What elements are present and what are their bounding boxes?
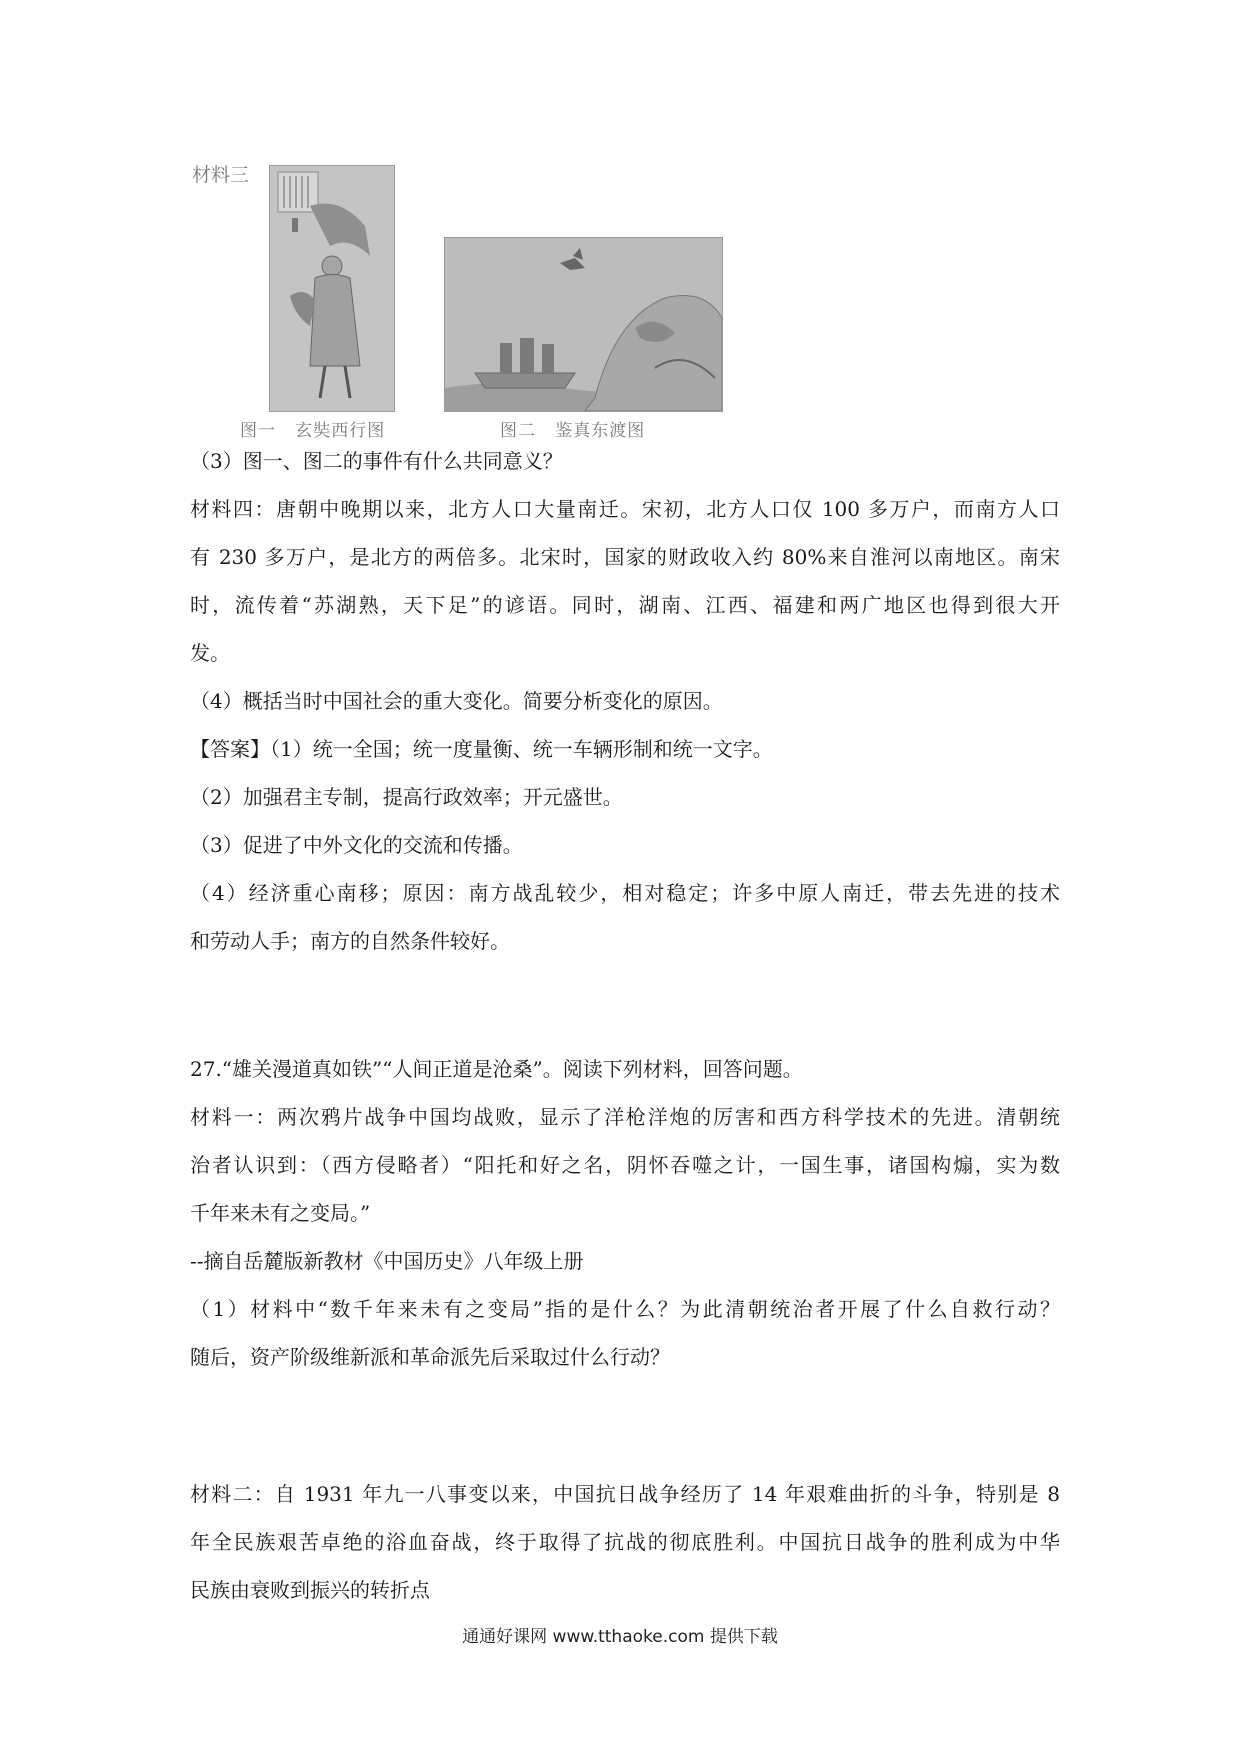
material-4-line: 发。: [190, 641, 230, 665]
material-1-line: 治者认识到：（西方侵略者）“阳托和好之名，阴怀吞噬之计，一国生事，诸国构煽，实为数: [190, 1153, 1060, 1177]
question-26-block: [190, 437, 1060, 965]
material-2-line: 年全民族艰苦卓绝的浴血奋战，终于取得了抗战的彻底胜利。中国抗日战争的胜利成为中华: [190, 1530, 1060, 1554]
question-3: （3）图一、图二的事件有什么共同意义？: [190, 449, 563, 473]
xuanzang-journey-west-image: [269, 165, 395, 412]
material-2-line: 材料二：自 1931 年九一八事变以来，中国抗日战争经历了 14 年艰难曲折的斗争，特别是 8: [190, 1482, 1060, 1506]
jianzhen-voyage-east-image: [444, 237, 723, 412]
answer-line: （3）促进了中外文化的交流和传播。: [190, 833, 523, 857]
question-1-line: （1）材料中“数千年来未有之变局”指的是什么？为此清朝统治者开展了什么自救行动？: [190, 1297, 1060, 1321]
answer-line: 和劳动人手；南方的自然条件较好。: [190, 929, 510, 953]
material-4-line: 有 230 多万户，是北方的两倍多。北宋时，国家的财政收入约 80%来自淮河以南地区。南宋: [190, 545, 1060, 569]
material-1-source: --摘自岳麓版新教材《中国历史》八年级上册: [190, 1249, 584, 1273]
material-2-line: 民族由衰败到振兴的转折点: [190, 1578, 430, 1602]
material-2-block: [190, 1470, 1060, 1614]
material-3-label: 材料三: [192, 164, 250, 186]
material-1-line: 千年来未有之变局。”: [190, 1201, 371, 1225]
material-4-line: 材料四：唐朝中晚期以来，北方人口大量南迁。宋初，北方人口仅 100 多万户，而南方人口: [190, 497, 1060, 521]
question-27-block: [190, 1045, 1060, 1381]
question-27-title: 27.“雄关漫道真如铁”“人间正道是沧桑”。阅读下列材料，回答问题。: [190, 1057, 803, 1081]
answer-line: （4）经济重心南移；原因：南方战乱较少，相对稳定；许多中原人南迁，带去先进的技术: [190, 881, 1060, 905]
answer-line: 【答案】（1）统一全国；统一度量衡、统一车辆形制和统一文字。: [190, 737, 773, 761]
answer-line: （2）加强君主专制，提高行政效率；开元盛世。: [190, 785, 623, 809]
material-4-line: 时，流传着“苏湖熟，天下足”的谚语。同时，湖南、江西、福建和两广地区也得到很大开: [190, 593, 1060, 617]
question-4: （4）概括当时中国社会的重大变化。简要分析变化的原因。: [190, 689, 723, 713]
figure-2-caption: 图二 鉴真东渡图: [500, 421, 646, 441]
figure-1-caption: 图一 玄奘西行图: [240, 421, 386, 441]
footer-watermark: 通通好课网 www.tthaoke.com 提供下载: [462, 1627, 778, 1647]
question-1-line: 随后，资产阶级维新派和革命派先后采取过什么行动？: [190, 1345, 670, 1369]
material-1-line: 材料一：两次鸦片战争中国均战败，显示了洋枪洋炮的厉害和西方科学技术的先进。清朝统: [190, 1105, 1060, 1129]
